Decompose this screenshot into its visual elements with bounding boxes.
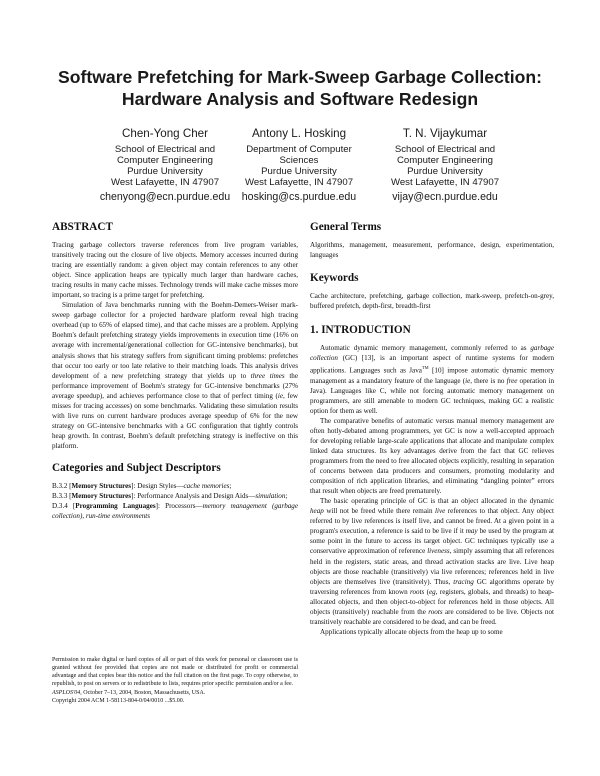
intro-text: GC algorithms operate by traversing references from known bbox=[310, 577, 554, 596]
venue-name: ASPLOS'04, bbox=[52, 689, 82, 696]
intro-emphasis: heap bbox=[310, 507, 324, 516]
category-name: Memory Structures bbox=[71, 481, 132, 490]
intro-paragraph-3 bbox=[310, 496, 554, 627]
paper-title bbox=[0, 66, 600, 110]
permission-notice bbox=[52, 656, 298, 705]
author-affiliation-line: Department of Computer bbox=[246, 144, 352, 155]
right-column bbox=[310, 220, 554, 637]
intro-emphasis: ie bbox=[465, 376, 471, 385]
copyright-line: Copyright 2004 ACM 1-58113-804-0/04/0010 ...$5.00. bbox=[52, 697, 185, 704]
intro-paragraph-1 bbox=[310, 343, 554, 416]
author-name: Antony L. Hosking bbox=[251, 127, 347, 140]
author-name: Chen-Yong Cher bbox=[122, 127, 208, 140]
abstract-text: Simulation of Java benchmarks running with the Boehm-Demers-Weiser mark-sweep garbage collector for a projected hardware platform reveal high tracing overhead (up to 65% of elapsed time), and that cache misses are a problem. Applying Boehm's default prefetching strategy yields improvements in execution time (16% on average with incremental/generational collection for GC-intensive benchmarks), but analysis shows that his strategy suffers from significant timing problems: prefetches that occur too early or too late relative to their matching loads. This analysis drives development of a new prefetching strategy that yields up to bbox=[52, 301, 298, 380]
author-affiliation-line: School of Electrical and bbox=[394, 144, 496, 155]
author-affiliation-line: West Lafayette, IN 47907 bbox=[244, 177, 354, 188]
category-emphasis: cache memories bbox=[183, 481, 230, 490]
category-code: B.3.3 bbox=[52, 492, 68, 501]
author-block bbox=[234, 126, 364, 204]
intro-emphasis: eg bbox=[429, 587, 436, 596]
intro-emphasis: may bbox=[465, 527, 478, 536]
category-line: B.3.3 [Memory Structures]: Performance Analysis and Design Aids—simulation; bbox=[52, 492, 288, 501]
author-affiliation-line: West Lafayette, IN 47907 bbox=[110, 177, 220, 188]
category-code: D.3.4 bbox=[52, 502, 68, 511]
author-affiliation-line: Purdue University bbox=[261, 166, 337, 177]
intro-text: ( bbox=[424, 587, 430, 596]
intro-text: The basic operating principle of GC is that an object allocated in the dynamic bbox=[320, 497, 554, 506]
categories-heading: Categories and Subject Descriptors bbox=[52, 461, 221, 474]
general-terms-heading: General Terms bbox=[310, 221, 382, 233]
author-affiliation-line: Computer Engineering bbox=[397, 155, 493, 166]
title-line-2: Hardware Analysis and Software Redesign bbox=[121, 89, 479, 109]
abstract-paragraph-1: Tracing garbage collectors traverse references from live program variables, transitively tracing out the closure of live objects. Memory accesses incurred during tracing are essentially random: a given object may contain references to any other object. Since application heaps are typically much larger than hardware caches, tracing results in many cache misses. Technology trends will make cache misses more important, so tracing is a prime target for prefetching. bbox=[52, 241, 298, 300]
general-terms-text: Algorithms, management, measurement, performance, design, experimentation, languages bbox=[310, 241, 554, 260]
intro-emphasis: roots bbox=[428, 607, 443, 616]
category-text: : Design Styles— bbox=[133, 481, 184, 490]
intro-emphasis: garbage collection bbox=[310, 344, 554, 363]
author-affiliation-line: Computer Engineering bbox=[117, 155, 213, 166]
intro-paragraph-2: The comparative benefits of automatic versus manual memory management are often hotly-debated among programmers, yet GC is now a well-accepted approach for developing reliable large-scale applications that allocate and manipulate complex linked data structures. Its key advantages derive from the fact that GC relieves programmers from the need to free allocated objects explicitly, resulting in separation of concerns between data producers and consumers, promoting modularity and composition of rich application libraries, and eliminating “dangling pointer” errors that result when objects are freed prematurely. bbox=[310, 416, 554, 496]
category-emphasis: memory management (garbage collection), run-time environments bbox=[52, 502, 298, 521]
left-column bbox=[52, 220, 298, 521]
venue-line bbox=[52, 689, 298, 697]
category-name: Programming Languages bbox=[75, 502, 156, 511]
category-emphasis: simulation bbox=[255, 492, 286, 501]
abstract-text: , few misses for tracing accesses) on some benchmarks. Validating these simulation results with live runs on current hardware produces average speedup of 6% for the new strategy on GC-intensive benchmarks with a GC configuration that tightly controls heap growth. In contrast, Boehm's default prefetching strategy is ineffective on this platform. bbox=[52, 391, 299, 450]
author-affiliation-line: West Lafayette, IN 47907 bbox=[390, 177, 500, 188]
intro-text: (GC) [13], is an important aspect of runtime systems for modern applications. Languages such as Java bbox=[310, 354, 554, 375]
category-code: B.3.2 bbox=[52, 481, 68, 490]
trademark-mark: TM bbox=[421, 365, 429, 371]
intro-emphasis: roots bbox=[409, 587, 425, 596]
author-email: hosking@cs.purdue.edu bbox=[241, 191, 357, 203]
author-block bbox=[95, 126, 235, 204]
category-text: : Performance Analysis and Design Aids— bbox=[133, 492, 256, 501]
title-line-1: Software Prefetching for Mark-Sweep Garbage Collection: bbox=[58, 67, 542, 87]
intro-text: are considered to be live. Objects not transitively reachable are considered to be dead, and can be freed. bbox=[310, 607, 554, 626]
intro-text: be used by the program at some point in the future to access its target object. GC techniques typically use a conservative approximation of reference bbox=[310, 527, 554, 556]
intro-text: references to that object. Any object referred to by live references is itself live, and cannot be freed. At a given point in a program's execution, a reference is said to be live if it bbox=[310, 507, 555, 536]
abstract-emphasis: ie bbox=[277, 391, 283, 400]
category-line: D.3.4 [Programming Languages]: Processors—memory management (garbage collection), run-time environments bbox=[52, 502, 298, 521]
intro-text: , simply assuming that all references held in the registers, static areas, and thread activation stacks are live. Live heap objects are those reachable (transitively) via live references; references held in live objects are themselves live (transitively). Thus, bbox=[310, 547, 554, 586]
intro-emphasis: free bbox=[506, 376, 518, 385]
intro-text: [10] impose automatic dynamic memory management as a mandatory feature of the language ( bbox=[310, 366, 555, 385]
keywords-text: Cache architecture, prefetching, garbage collection, mark-sweep, prefetch-on-grey, buffered prefetch, depth-first, breadth-first bbox=[310, 292, 554, 311]
author-affiliation-line: Purdue University bbox=[407, 166, 483, 177]
abstract-paragraph-2 bbox=[52, 300, 298, 451]
category-text: : Processors— bbox=[157, 502, 203, 511]
category-line: B.3.2 [Memory Structures]: Design Styles—cache memories; bbox=[52, 481, 232, 490]
author-affiliation-line: Purdue University bbox=[127, 166, 203, 177]
author-name: T. N. Vijaykumar bbox=[402, 127, 488, 140]
venue-details: October 7–13, 2004, Boston, Massachusetts, USA. bbox=[81, 689, 206, 696]
author-email: chenyong@ecn.purdue.edu bbox=[99, 191, 231, 203]
abstract-heading: ABSTRACT bbox=[52, 221, 113, 233]
category-tail: ; bbox=[229, 481, 232, 490]
author-affiliation-line: School of Electrical and bbox=[114, 144, 216, 155]
author-affiliation-line: Sciences bbox=[279, 155, 319, 166]
intro-text: , registers, globals, and threads) to heap-allocated objects, and then object-to-object for references held in those objects. All objects (transitively) reachable from the bbox=[310, 587, 554, 616]
intro-paragraph-4: Applications typically allocate objects from the heap up to some bbox=[320, 627, 503, 636]
abstract-emphasis: three times bbox=[250, 371, 285, 380]
intro-text: Automatic dynamic memory management, commonly referred to as bbox=[320, 344, 531, 353]
permission-text: Permission to make digital or hard copies of all or part of this work for personal or classroom use is granted without fee provided that copies are not made or distributed for profit or commercial advantage and that copies bear this notice and the full citation on the first page. To copy otherwise, to republish, to post on servers or to redistribute to lists, requires prior specific permission and/or a fee. bbox=[52, 657, 298, 688]
abstract-text: the performance improvement of Boehm's strategy for GC-intensive benchmarks (27% average speedup), and achieves performance close to that of perfect timing ( bbox=[52, 371, 298, 400]
category-name: Memory Structures bbox=[71, 492, 132, 501]
intro-emphasis: liveness bbox=[427, 547, 450, 556]
introduction-heading: 1. INTRODUCTION bbox=[310, 324, 411, 337]
keywords-heading: Keywords bbox=[310, 272, 359, 285]
intro-text: , there is no bbox=[470, 376, 507, 385]
author-email: vijay@ecn.purdue.edu bbox=[392, 191, 498, 203]
category-tail: ; bbox=[285, 492, 288, 501]
intro-emphasis: tracing bbox=[453, 577, 474, 586]
author-block bbox=[372, 126, 518, 204]
intro-text: operation in Java). Languages like C, while not forcing automatic memory management on programmers, are still amenable to modern GC techniques, making GC a realistic option for them as well. bbox=[310, 376, 554, 415]
intro-text: will not be freed while there remain bbox=[323, 507, 436, 516]
intro-emphasis: live bbox=[435, 507, 446, 516]
